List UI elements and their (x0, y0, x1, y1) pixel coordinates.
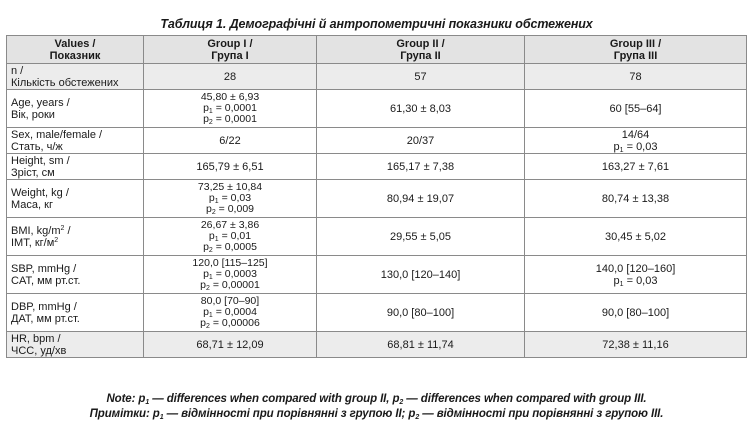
cell-line: 29,55 ± 5,05 (389, 230, 452, 243)
cell-line: Weight, kg / (11, 186, 69, 199)
cell-line: $p_1 = 0,0003$ (203, 268, 257, 281)
cell-line: 26,67 ± 3,86 (200, 219, 260, 231)
cell-line: 165,17 ± 7,38 (386, 160, 455, 173)
cell-line: 80,94 ± 19,07 (386, 192, 455, 205)
table-title: Таблиця 1. Демографічні й антропометричні показники обстежених (160, 17, 593, 31)
group-1-cell (144, 154, 317, 180)
table-row (7, 128, 747, 154)
note-ukrainian: Примітки: $p_1$ — відмінності при порівнянні з групою II; $p_2$ — відмінності при порівнянні з групою III. (89, 408, 664, 421)
header-group-1 (144, 36, 317, 64)
cell-line: $p_1 = 0,03$ (613, 274, 658, 288)
table-header-row (7, 36, 747, 64)
cell-line: 30,45 ± 5,02 (604, 230, 667, 243)
table-row (7, 294, 747, 332)
group-3-cell (525, 128, 747, 154)
table-row (7, 218, 747, 256)
cell-line: 60 [55–64] (609, 102, 662, 115)
header-values (7, 36, 144, 64)
cell-line: ЧСС, уд/хв (11, 344, 67, 357)
cell-line: Зріст, см (11, 166, 55, 179)
group-2-cell (317, 128, 525, 154)
cell-line: 57 (414, 70, 427, 83)
group-1-cell (144, 90, 317, 128)
group-3-cell (525, 218, 747, 256)
cell-line: $p_2 = 0,0005$ (203, 241, 257, 254)
cell-line: Age, years / (11, 96, 70, 109)
cell-line: $p_1 = 0,03$ (208, 192, 252, 205)
cell-line: Вік, роки (11, 108, 55, 121)
cell-line: 80,0 [70–90] (200, 295, 260, 307)
cell-line: 45,80 ± 6,93 (200, 91, 260, 103)
cell-line: 28 (223, 70, 237, 83)
group-2-cell (317, 64, 525, 90)
cell-line: 20/37 (406, 134, 435, 147)
header-line: Група I (211, 49, 249, 62)
table-row (7, 180, 747, 218)
group-2-cell (317, 180, 525, 218)
table-row (7, 256, 747, 294)
row-label (7, 332, 144, 358)
group-2-cell (317, 332, 525, 358)
table-row (7, 154, 747, 180)
group-1-cell (144, 180, 317, 218)
cell-line: SBP, mmHg / (11, 262, 77, 275)
table-row (7, 332, 747, 358)
note-english: Note: $p_1$ — differences when compared with group II, $p_2$ — differences when compared with group III. (106, 393, 647, 406)
cell-line: $p_2 = 0,00001$ (200, 279, 260, 292)
group-3-cell (525, 154, 747, 180)
cell-line: 120,0 [115–125] (192, 257, 268, 269)
cell-line: BMI, $kg/m^2$ / (11, 224, 71, 237)
cell-line: 68,71 ± 12,09 (196, 338, 264, 351)
row-label (7, 154, 144, 180)
group-1-cell (144, 128, 317, 154)
cell-line: 90,0 [80–100] (386, 306, 455, 319)
cell-line: ДАТ, мм рт.ст. (11, 312, 80, 325)
header-group-3 (525, 36, 747, 64)
group-1-cell (144, 256, 317, 294)
header-line: Group I / (207, 37, 253, 50)
header-line: Показник (49, 49, 101, 62)
row-label (7, 64, 144, 90)
table-row (7, 64, 747, 90)
cell-line: n / (11, 64, 24, 77)
cell-line: 6/22 (219, 134, 241, 147)
cell-line: DBP, mmHg / (11, 300, 77, 313)
header-line: Group II / (396, 37, 445, 50)
cell-line: 165,79 ± 6,51 (196, 160, 264, 173)
header-line: Група III (613, 49, 658, 62)
header-line: Values / (54, 37, 96, 50)
cell-line: 14/64 (621, 128, 650, 141)
cell-line: $p_2 = 0,0001$ (203, 113, 257, 126)
cell-line: 72,38 ± 11,16 (602, 338, 669, 351)
cell-line: 61,30 ± 8,03 (389, 102, 452, 115)
table-notes (0, 392, 753, 422)
row-label (7, 180, 144, 218)
cell-line: 78 (629, 70, 642, 83)
table-body (7, 64, 747, 358)
group-2-cell (317, 294, 525, 332)
group-1-cell (144, 332, 317, 358)
header-group-2 (317, 36, 525, 64)
group-3-cell (525, 90, 747, 128)
cell-line: $p_1 = 0,0001$ (203, 102, 257, 115)
row-label (7, 256, 144, 294)
row-label (7, 128, 144, 154)
cell-line: $p_2 = 0,009$ (206, 203, 254, 216)
group-2-cell (317, 154, 525, 180)
row-label (7, 218, 144, 256)
cell-line: Стать, ч/ж (11, 140, 63, 153)
group-3-cell (525, 64, 747, 90)
header-line: Група II (400, 49, 441, 62)
table-row (7, 90, 747, 128)
group-2-cell (317, 90, 525, 128)
cell-line: 140,0 [120–160] (595, 262, 676, 275)
cell-line: $p_1 = 0,03$ (613, 140, 658, 154)
cell-line: 68,81 ± 11,74 (387, 338, 454, 351)
group-3-cell (525, 180, 747, 218)
cell-line: CAT, мм рт.ст. (11, 274, 81, 287)
group-1-cell (144, 294, 317, 332)
cell-line: 130,0 [120–140] (380, 268, 461, 281)
group-2-cell (317, 256, 525, 294)
cell-line: $p_1 = 0,01$ (208, 230, 252, 243)
row-label (7, 90, 144, 128)
cell-line: HR, bpm / (11, 332, 61, 345)
cell-line: 90,0 [80–100] (601, 306, 670, 319)
header-line: Group III / (609, 37, 662, 50)
cell-line: Кількість обстежених (11, 76, 119, 89)
group-2-cell (317, 218, 525, 256)
cell-line: 163,27 ± 7,61 (601, 160, 670, 173)
row-label (7, 294, 144, 332)
cell-line: Sex, male/female / (11, 128, 103, 141)
cell-line: Height, sm / (11, 154, 70, 167)
cell-line: 73,25 ± 10,84 (197, 181, 263, 193)
demographics-table (6, 35, 747, 358)
group-1-cell (144, 218, 317, 256)
cell-line: Маса, кг (11, 198, 53, 211)
cell-line: 80,74 ± 13,38 (601, 192, 670, 205)
group-1-cell (144, 64, 317, 90)
cell-line: $p_1 = 0,0004$ (203, 306, 257, 319)
group-3-cell (525, 294, 747, 332)
group-3-cell (525, 332, 747, 358)
group-3-cell (525, 256, 747, 294)
cell-line: IMT, $кг/м^2$ (11, 236, 59, 249)
cell-line: $p_2 = 0,00006$ (200, 317, 260, 330)
